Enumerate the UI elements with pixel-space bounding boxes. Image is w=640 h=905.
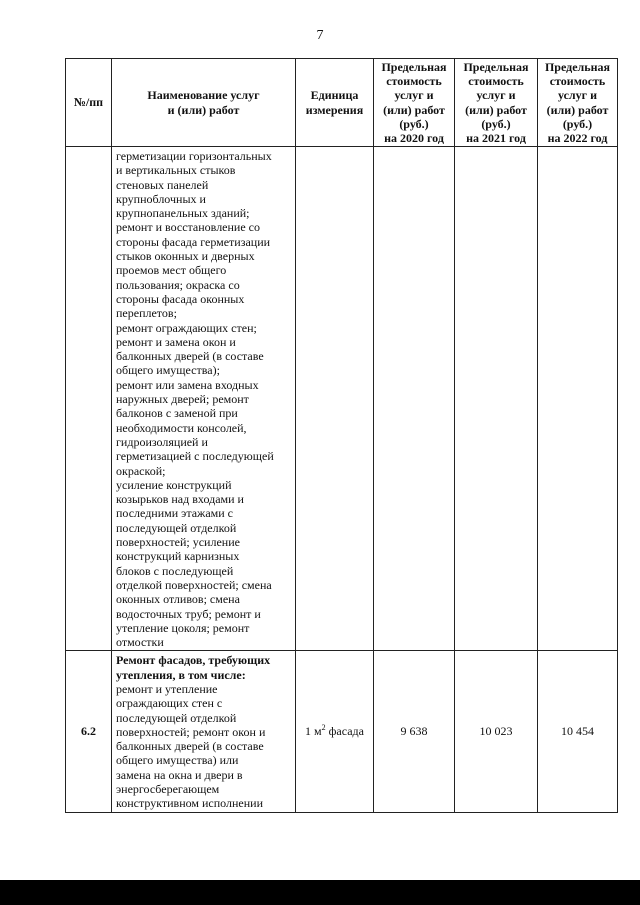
text-line: водосточных труб; ремонт и (116, 606, 261, 621)
cell-continuation-text (112, 147, 296, 651)
text-line: блоков с последующей (116, 563, 234, 578)
text-line: ремонт и восстановление со (116, 220, 260, 235)
text-line: переплетов; (116, 306, 177, 321)
header-line: (руб.) (481, 116, 511, 131)
text-line: конструкций карнизных (116, 549, 240, 564)
header-line: услуг и (557, 88, 598, 103)
header-line: (или) работ (383, 102, 445, 117)
row-description-lines (116, 682, 291, 811)
header-name-line: Наименование услуг (147, 88, 260, 103)
cell-price-2020: 9 638 (374, 651, 455, 812)
header-line: стоимость (386, 73, 442, 88)
text-line: энергосберегающем (116, 782, 220, 797)
text-line: стыков оконных и дверных (116, 249, 255, 264)
text-line: отмостки (116, 635, 164, 650)
text-line: последующей отделкой (116, 710, 237, 725)
text-line: ремонт или замена входных (116, 377, 259, 392)
cell-row-number: 6.2 (66, 651, 112, 812)
cell-price-2022: 10 454 (538, 651, 618, 812)
text-line: общего имущества) или (116, 753, 239, 768)
text-line: окраской; (116, 463, 166, 478)
header-line: стоимость (549, 73, 606, 88)
unit-suffix: фасада (325, 724, 364, 739)
text-line: козырьков над входами и (116, 492, 244, 507)
cell-2020-empty (374, 147, 455, 651)
header-line: услуг и (476, 88, 516, 103)
continuation-lines (116, 149, 291, 649)
page-number: 7 (316, 28, 324, 43)
table-row-continuation (66, 147, 618, 651)
header-line: на 2020 год (384, 131, 444, 146)
text-line: утепление цоколя; ремонт (116, 620, 250, 635)
header-line: Предельная (544, 59, 611, 74)
text-line: стороны фасада оконных (116, 291, 245, 306)
table-row-6-2 (66, 651, 618, 812)
header-unit (296, 59, 374, 147)
header-line: (руб.) (399, 116, 429, 131)
text-line: крупноблочных и (116, 191, 206, 206)
text-line: стороны фасада герметизации (116, 234, 271, 249)
text-line: ограждающих стен с (116, 696, 223, 711)
header-line: (руб.) (562, 116, 593, 131)
cell-price-2021: 10 023 (455, 651, 538, 812)
header-line: (или) работ (465, 102, 527, 117)
header-name-line: и (или) работ (167, 102, 240, 117)
row-title-line: утепления, в том числе: (116, 667, 246, 682)
table-header-row (66, 59, 618, 147)
text-line: конструктивном исполнении (116, 796, 264, 811)
header-line: (или) работ (546, 102, 609, 117)
text-line: наружных дверей; ремонт (116, 392, 249, 407)
cell-row-name (112, 651, 296, 812)
header-line: стоимость (468, 73, 524, 88)
text-line: усиление конструкций (116, 477, 232, 492)
cell-unit (296, 651, 374, 812)
text-line: балконных дверей (в составе (116, 739, 264, 754)
text-line: балконов с заменой при (116, 406, 238, 421)
header-unit-line: Единица (310, 88, 359, 103)
text-line: крупнопанельных зданий; (116, 206, 250, 221)
text-line: пользования; окраска со (116, 277, 240, 292)
header-price-2021 (455, 59, 538, 147)
text-line: последующей отделкой (116, 520, 237, 535)
text-line: последними этажами с (116, 506, 233, 521)
header-num: №/пп (66, 59, 112, 147)
header-line: услуг и (394, 88, 434, 103)
header-price-2022 (538, 59, 618, 147)
text-line: ремонт ограждающих стен; (116, 320, 257, 335)
row-title-line: Ремонт фасадов, требующих (116, 653, 271, 668)
text-line: балконных дверей (в составе (116, 349, 264, 364)
scan-bottom-border (0, 880, 640, 905)
cell-2022-empty (538, 147, 618, 651)
text-line: замена на окна и двери в (116, 767, 243, 782)
cell-2021-empty (455, 147, 538, 651)
text-line: отделкой поверхностей; смена (116, 577, 272, 592)
unit-superscript: 2 (321, 723, 326, 733)
header-line: Предельная (463, 59, 529, 74)
cell-unit-empty (296, 147, 374, 651)
text-line: гидроизоляцией и (116, 434, 208, 449)
price-table (65, 58, 618, 813)
text-line: герметизации горизонтальных (116, 149, 272, 163)
text-line: и вертикальных стыков (116, 163, 236, 178)
header-name (112, 59, 296, 147)
header-price-2020 (374, 59, 455, 147)
text-line: оконных отливов; смена (116, 592, 240, 607)
text-line: ремонт и утепление (116, 681, 218, 696)
unit-prefix: 1 м (305, 724, 322, 739)
text-line: герметизацией с последующей (116, 449, 274, 464)
text-line: необходимости консолей, (116, 420, 247, 435)
text-line: общего имущества); (116, 363, 220, 378)
text-line: поверхностей; ремонт окон и (116, 724, 266, 739)
header-line: Предельная (381, 59, 447, 74)
cell-num-empty (66, 147, 112, 651)
header-line: на 2021 год (466, 131, 526, 146)
text-line: проемов мест общего (116, 263, 227, 278)
text-line: ремонт и замена окон и (116, 334, 236, 349)
text-line: стеновых панелей (116, 177, 209, 192)
header-line: на 2022 год (547, 131, 608, 146)
text-line: поверхностей; усиление (116, 535, 240, 550)
header-unit-line: измерения (305, 102, 364, 117)
